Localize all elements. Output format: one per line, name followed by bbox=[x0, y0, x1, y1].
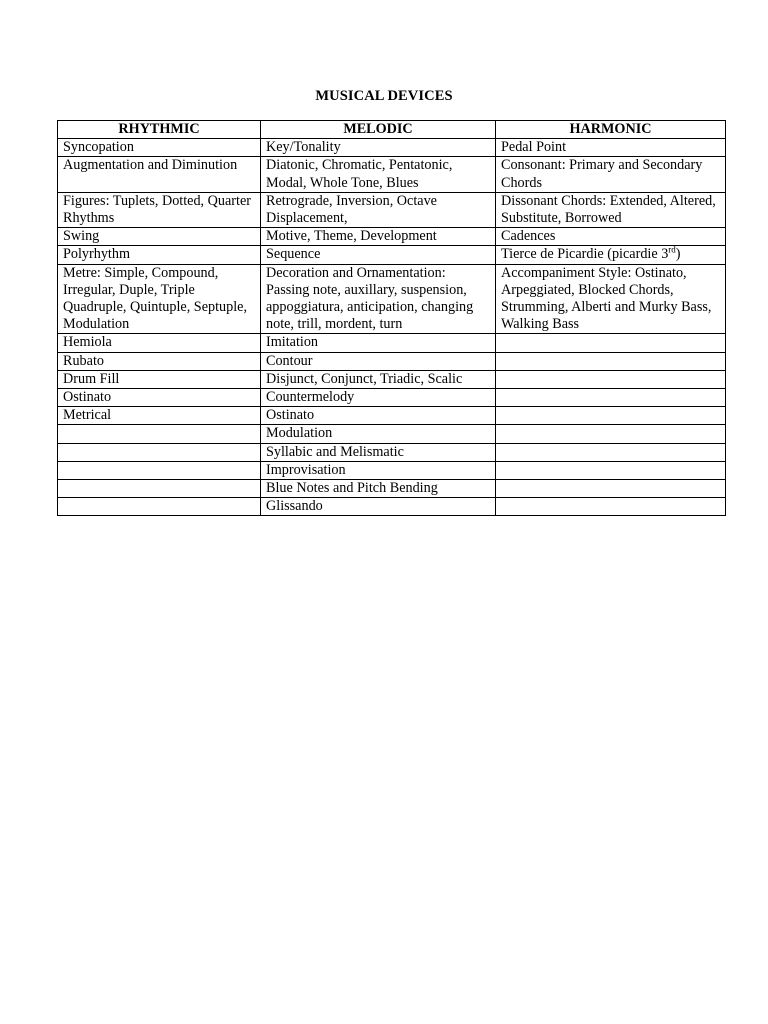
table-row bbox=[58, 352, 726, 370]
melodic-cell bbox=[261, 407, 496, 425]
cell-text bbox=[501, 389, 720, 406]
rhythmic-cell bbox=[58, 192, 261, 227]
harmonic-cell bbox=[496, 498, 726, 516]
cell-text bbox=[501, 371, 720, 388]
melodic-cell bbox=[261, 192, 496, 227]
cell-text: Pedal Point bbox=[501, 139, 567, 156]
melodic-cell bbox=[261, 246, 496, 264]
cell-text: Imitation bbox=[266, 334, 319, 351]
rhythmic-cell bbox=[58, 480, 261, 498]
harmonic-cell bbox=[496, 480, 726, 498]
cell-text: Swing bbox=[63, 228, 100, 245]
cell-text bbox=[501, 407, 720, 424]
cell-text bbox=[63, 425, 255, 442]
table-row bbox=[58, 370, 726, 388]
table-row bbox=[58, 407, 726, 425]
table-row bbox=[58, 192, 726, 227]
harmonic-cell bbox=[496, 461, 726, 479]
harmonic-cell bbox=[496, 352, 726, 370]
table-body bbox=[58, 139, 726, 516]
harmonic-cell bbox=[496, 264, 726, 334]
cell-text: Rubato bbox=[63, 352, 104, 369]
cell-text: Dissonant Chords: Extended, Altered, Substitute, Borrowed bbox=[501, 192, 716, 227]
table-row bbox=[58, 480, 726, 498]
rhythmic-cell bbox=[58, 425, 261, 443]
cell-text: Hemiola bbox=[63, 334, 112, 351]
cell-text bbox=[501, 246, 720, 263]
table-header bbox=[58, 121, 726, 139]
melodic-cell bbox=[261, 480, 496, 498]
table-row bbox=[58, 246, 726, 264]
cell-text: Syllabic and Melismatic bbox=[266, 443, 404, 460]
cell-text: Key/Tonality bbox=[266, 139, 341, 156]
rhythmic-cell bbox=[58, 139, 261, 157]
cell-text bbox=[501, 425, 720, 442]
cell-text bbox=[501, 462, 720, 479]
melodic-cell bbox=[261, 498, 496, 516]
harmonic-cell bbox=[496, 389, 726, 407]
cell-text: Contour bbox=[266, 352, 313, 369]
harmonic-cell bbox=[496, 139, 726, 157]
cell-text: Cadences bbox=[501, 228, 556, 245]
cell-text bbox=[63, 498, 255, 515]
harmonic-cell bbox=[496, 157, 726, 192]
header-harmonic: HARMONIC bbox=[496, 121, 726, 139]
rhythmic-cell bbox=[58, 498, 261, 516]
picardie-superscript: rd bbox=[668, 244, 676, 255]
cell-text: Consonant: Primary and Secondary Chords bbox=[501, 157, 703, 191]
cell-text: Metrical bbox=[63, 407, 112, 424]
table-row bbox=[58, 139, 726, 157]
cell-text: Disjunct, Conjunct, Triadic, Scalic bbox=[266, 370, 463, 387]
cell-text: Ostinato bbox=[266, 407, 315, 424]
cell-text: Ostinato bbox=[63, 389, 112, 406]
cell-text: Decoration and Ornamentation: Passing note, auxillary, suspension, appoggiatura, anticipation, changing note, trill, mordent, turn bbox=[266, 264, 474, 333]
cell-text: Polyrhythm bbox=[63, 246, 131, 263]
cell-text: Augmentation and Diminution bbox=[63, 157, 238, 174]
melodic-cell bbox=[261, 461, 496, 479]
cell-text: Syncopation bbox=[63, 139, 134, 156]
cell-text bbox=[501, 498, 720, 515]
melodic-cell bbox=[261, 370, 496, 388]
harmonic-cell bbox=[496, 425, 726, 443]
rhythmic-cell bbox=[58, 264, 261, 334]
cell-text: Countermelody bbox=[266, 389, 355, 406]
table-row bbox=[58, 228, 726, 246]
harmonic-cell bbox=[496, 246, 726, 264]
melodic-cell bbox=[261, 425, 496, 443]
melodic-cell bbox=[261, 443, 496, 461]
cell-text bbox=[501, 353, 720, 370]
cell-text: Improvisation bbox=[266, 461, 346, 478]
table-row bbox=[58, 443, 726, 461]
table-row bbox=[58, 264, 726, 334]
rhythmic-cell bbox=[58, 246, 261, 264]
cell-text: Glissando bbox=[266, 498, 323, 515]
harmonic-cell bbox=[496, 407, 726, 425]
cell-text: Accompaniment Style: Ostinato, Arpeggiated, Blocked Chords, Strumming, Alberti and Murky Bass, Walking Bass bbox=[501, 264, 712, 333]
rhythmic-cell bbox=[58, 228, 261, 246]
rhythmic-cell bbox=[58, 443, 261, 461]
rhythmic-cell bbox=[58, 389, 261, 407]
picardie-close: ) bbox=[675, 246, 681, 263]
table-row bbox=[58, 389, 726, 407]
cell-text: Motive, Theme, Development bbox=[266, 228, 437, 245]
melodic-cell bbox=[261, 228, 496, 246]
rhythmic-cell bbox=[58, 461, 261, 479]
cell-text: Modulation bbox=[266, 425, 333, 442]
harmonic-cell bbox=[496, 370, 726, 388]
cell-text bbox=[501, 334, 720, 351]
cell-text bbox=[501, 480, 720, 497]
harmonic-cell bbox=[496, 443, 726, 461]
melodic-cell bbox=[261, 157, 496, 192]
melodic-cell bbox=[261, 264, 496, 334]
cell-text bbox=[63, 480, 255, 497]
rhythmic-cell bbox=[58, 370, 261, 388]
cell-text: Diatonic, Chromatic, Pentatonic, Modal, Whole Tone, Blues bbox=[266, 157, 453, 191]
rhythmic-cell bbox=[58, 157, 261, 192]
harmonic-cell bbox=[496, 228, 726, 246]
cell-text: Sequence bbox=[266, 246, 321, 263]
header-melodic: MELODIC bbox=[261, 121, 496, 139]
table-row bbox=[58, 157, 726, 192]
cell-text bbox=[501, 444, 720, 461]
table-row bbox=[58, 425, 726, 443]
melodic-cell bbox=[261, 139, 496, 157]
table-row bbox=[58, 461, 726, 479]
melodic-cell bbox=[261, 352, 496, 370]
cell-text: Metre: Simple, Compound, Irregular, Duple, Triple Quadruple, Quintuple, Septuple, Modulation bbox=[63, 264, 248, 333]
cell-text bbox=[63, 462, 255, 479]
harmonic-cell bbox=[496, 192, 726, 227]
table-row bbox=[58, 334, 726, 352]
rhythmic-cell bbox=[58, 334, 261, 352]
table-row bbox=[58, 498, 726, 516]
document-title: MUSICAL DEVICES bbox=[315, 88, 453, 104]
cell-text: Figures: Tuplets, Dotted, Quarter Rhythms bbox=[63, 192, 251, 227]
rhythmic-cell bbox=[58, 407, 261, 425]
melodic-cell bbox=[261, 334, 496, 352]
header-rhythmic: RHYTHMIC bbox=[58, 121, 261, 139]
cell-text: Blue Notes and Pitch Bending bbox=[266, 480, 438, 497]
cell-text bbox=[63, 444, 255, 461]
picardie-text: Tierce de Picardie (picardie 3 bbox=[501, 246, 669, 263]
cell-text: Drum Fill bbox=[63, 370, 120, 387]
header-row bbox=[58, 121, 726, 139]
melodic-cell bbox=[261, 389, 496, 407]
cell-text: Retrograde, Inversion, Octave Displacement, bbox=[266, 192, 437, 227]
musical-devices-table bbox=[57, 120, 726, 516]
harmonic-cell bbox=[496, 334, 726, 352]
rhythmic-cell bbox=[58, 352, 261, 370]
